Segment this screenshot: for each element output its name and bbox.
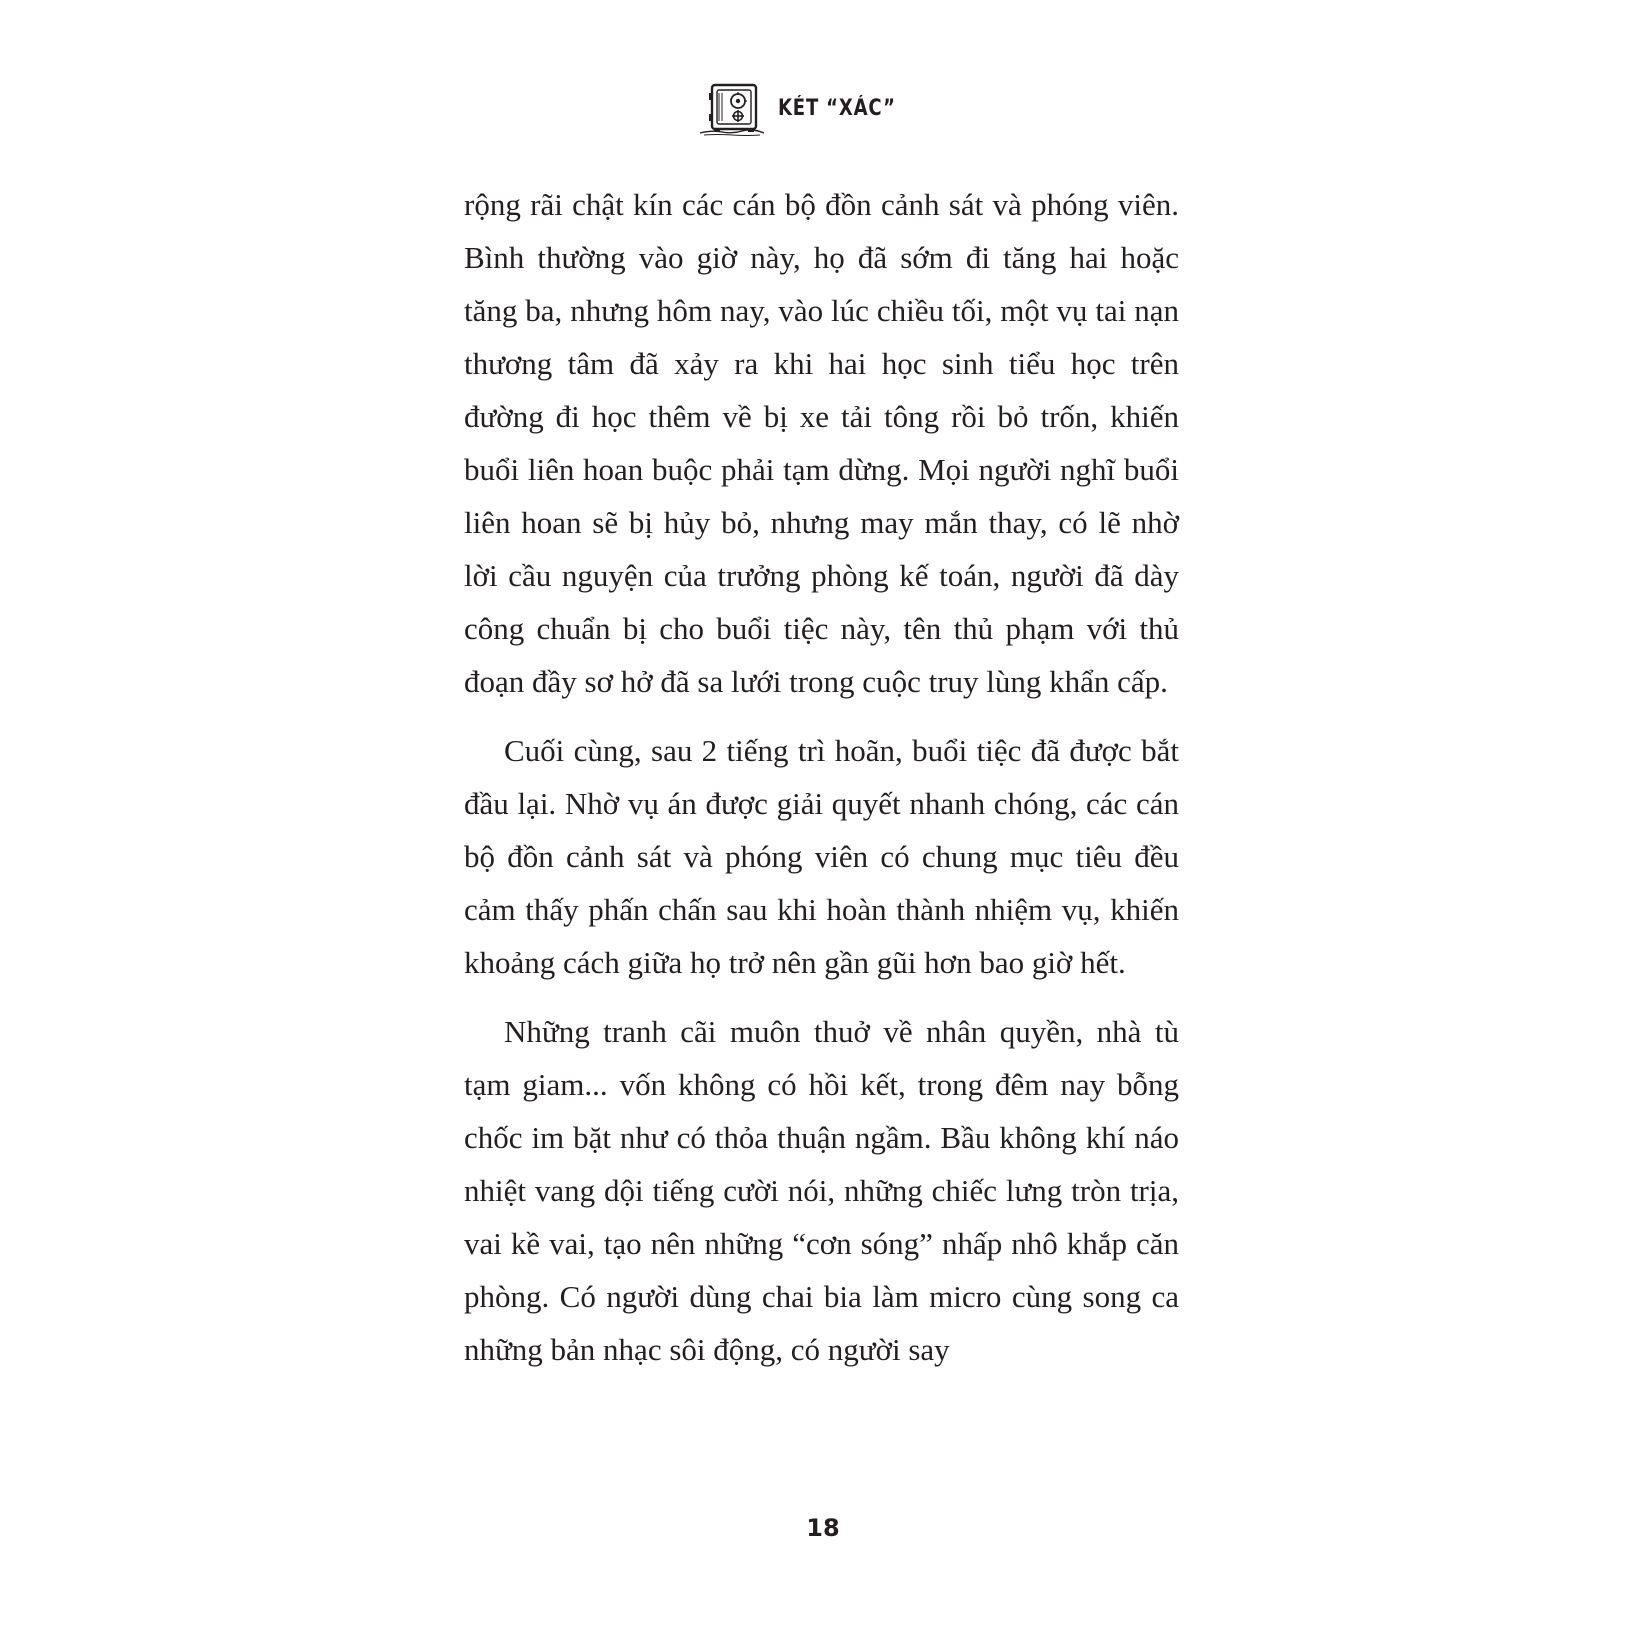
paragraph-2: Cuối cùng, sau 2 tiếng trì hoãn, buổi tiệc đã được bắt đầu lại. Nhờ vụ án được giải quyết nhanh chóng, các cán bộ đồn cảnh sát và phóng viên có chung mục tiêu đều cảm thấy phấn chấn sau khi hoàn thành nhiệm vụ, khiến khoảng cách giữa họ trở nên gần gũi hơn bao giờ hết. bbox=[464, 733, 1179, 980]
page-number: 18 bbox=[806, 1514, 840, 1542]
running-title: KÉT “XÁC” bbox=[778, 95, 896, 121]
running-header bbox=[698, 78, 922, 138]
paragraph-1: rộng rãi chật kín các cán bộ đồn cảnh sát và phóng viên. Bình thường vào giờ này, họ đã sớm đi tăng hai hoặc tăng ba, nhưng hôm nay, vào lúc chiều tối, một vụ tai nạn thương tâm đã xảy ra khi hai học sinh tiểu học trên đường đi học thêm về bị xe tải tông rồi bỏ trốn, khiến buổi liên hoan buộc phải tạm dừng. Mọi người nghĩ buổi liên hoan sẽ bị hủy bỏ, nhưng may mắn thay, có lẽ nhờ lời cầu nguyện của trưởng phòng kế toán, người đã dày công chuẩn bị cho buổi tiệc này, tên thủ phạm với thủ đoạn đầy sơ hở đã sa lưới trong cuộc truy lùng khẩn cấp. bbox=[464, 187, 1179, 699]
paragraph-3: Những tranh cãi muôn thuở về nhân quyền, nhà tù tạm giam... vốn không có hồi kết, trong đêm nay bỗng chốc im bặt như có thỏa thuận ngầm. Bầu không khí náo nhiệt vang dội tiếng cười nói, những chiếc lưng tròn trịa, vai kề vai, tạo nên những “cơn sóng” nhấp nhô khắp căn phòng. Có người dùng chai bia làm micro cùng song ca những bản nhạc sôi động, có người say bbox=[464, 1014, 1179, 1367]
safe-icon bbox=[698, 79, 768, 137]
body-text bbox=[464, 178, 1179, 1376]
